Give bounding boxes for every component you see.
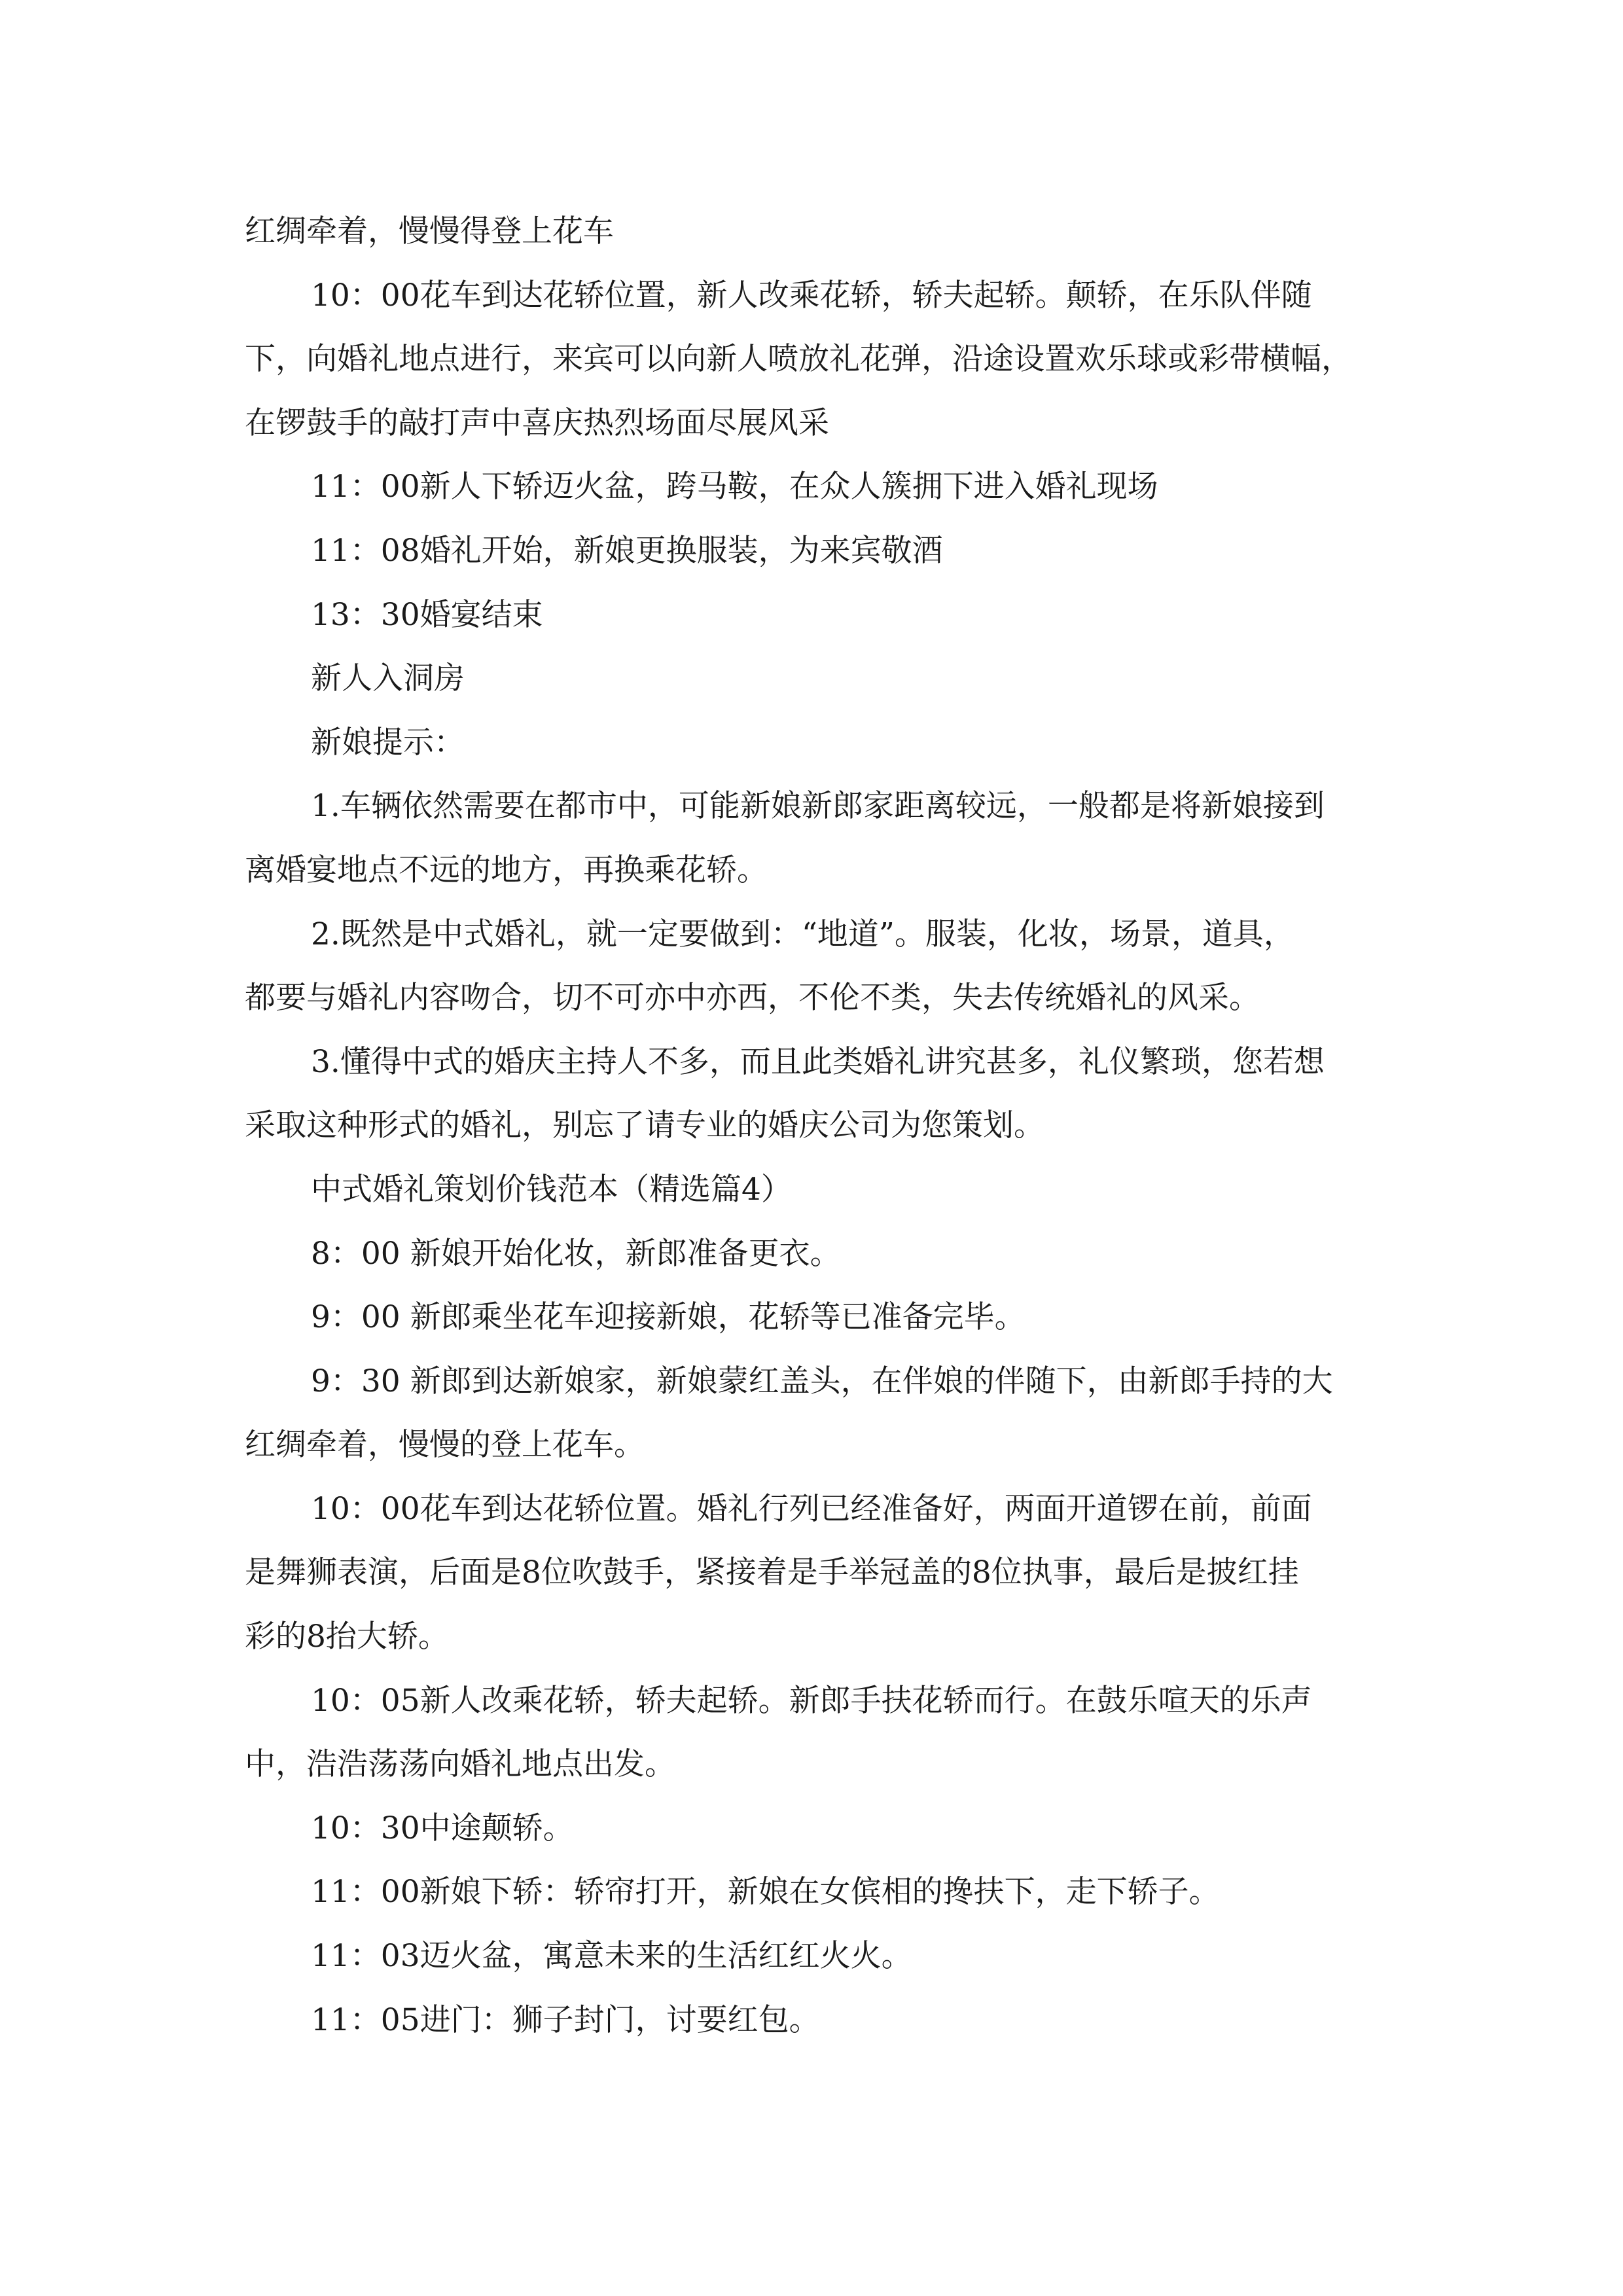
paragraph [245, 1669, 1431, 1797]
paragraph [245, 264, 1431, 456]
text-line: 10：30中途颠轿。 [311, 1810, 574, 1846]
text-line: 在锣鼓手的敲打声中喜庆热烈场面尽展风采 [245, 404, 829, 441]
paragraph [245, 711, 1431, 775]
paragraph [245, 1350, 1431, 1477]
text-line: 下，向婚礼地点进行，来宾可以向新人喷放礼花弹，沿途设置欢乐球或彩带横幅， [245, 341, 1352, 378]
paragraph [245, 1988, 1431, 2053]
paragraph [245, 455, 1431, 519]
paragraph [245, 1477, 1431, 1669]
text-line: 是舞狮表演，后面是8位吹鼓手，紧接着是手举冠盖的8位执事，最后是披红挂 [245, 1554, 1299, 1591]
text-line: 11：08婚礼开始，新娘更换服装，为来宾敬酒 [311, 532, 943, 569]
text-line: 10：00花车到达花轿位置，新人改乘花轿，轿夫起轿。颠轿，在乐队伴随 [311, 277, 1312, 314]
text-line: 红绸牵着，慢慢得登上花车 [245, 213, 614, 249]
text-line: 1.车辆依然需要在都市中，可能新娘新郎家距离较远，一般都是将新娘接到 [311, 788, 1325, 825]
paragraph [245, 1030, 1431, 1158]
paragraph [245, 647, 1431, 711]
paragraph [245, 583, 1431, 647]
text-line: 13：30婚宴结束 [311, 596, 543, 633]
paragraph [245, 1285, 1431, 1350]
text-line: 10：05新人改乘花轿，轿夫起轿。新郎手扶花轿而行。在鼓乐喧天的乐声 [311, 1682, 1312, 1719]
text-line: 中，浩浩荡荡向婚礼地点出发。 [245, 1746, 675, 1783]
text-line: 11：03迈火盆，寓意未来的生活红红火火。 [311, 1938, 912, 1975]
text-line: 8：00 新娘开始化妆，新郎准备更衣。 [311, 1235, 841, 1272]
text-line: 中式婚礼策划价钱范本（精选篇4） [311, 1171, 792, 1208]
document-body [245, 200, 1431, 2052]
text-line: 2.既然是中式婚礼，就一定要做到：“地道”。服装，化妆，场景，道具， [311, 916, 1294, 952]
text-line: 都要与婚礼内容吻合，切不可亦中亦西，不伦不类，失去传统婚礼的风采。 [245, 980, 1260, 1016]
text-line: 离婚宴地点不远的地方，再换乘花轿。 [245, 852, 768, 888]
paragraph [245, 774, 1431, 902]
paragraph [245, 903, 1431, 1030]
text-line: 彩的8抬大轿。 [245, 1619, 449, 1655]
text-line: 9：00 新郎乘坐花车迎接新娘，花轿等已准备完毕。 [311, 1299, 1026, 1336]
paragraph [245, 200, 1431, 264]
paragraph [245, 1222, 1431, 1286]
paragraph [245, 1924, 1431, 1988]
paragraph [245, 1797, 1431, 1861]
text-line: 新人入洞房 [311, 660, 465, 697]
text-line: 11：05进门：狮子封门，讨要红包。 [311, 2001, 820, 2038]
text-line: 11：00新娘下轿：轿帘打开，新娘在女傧相的搀扶下，走下轿子。 [311, 1874, 1220, 1910]
paragraph [245, 519, 1431, 583]
text-line: 10：00花车到达花轿位置。婚礼行列已经准备好，两面开道锣在前，前面 [311, 1490, 1312, 1527]
text-line: 3.懂得中式的婚庆主持人不多，而且此类婚礼讲究甚多，礼仪繁琐，您若想 [311, 1043, 1325, 1080]
text-line: 新娘提示： [311, 724, 465, 761]
text-line: 采取这种形式的婚礼，别忘了请专业的婚庆公司为您策划。 [245, 1107, 1044, 1144]
text-line: 红绸牵着，慢慢的登上花车。 [245, 1427, 645, 1463]
section-heading [245, 1158, 1431, 1222]
text-line: 11：00新人下轿迈火盆，跨马鞍，在众人簇拥下进入婚礼现场 [311, 469, 1158, 505]
text-line: 9：30 新郎到达新娘家，新娘蒙红盖头，在伴娘的伴随下，由新郎手持的大 [311, 1363, 1333, 1399]
paragraph [245, 1860, 1431, 1924]
